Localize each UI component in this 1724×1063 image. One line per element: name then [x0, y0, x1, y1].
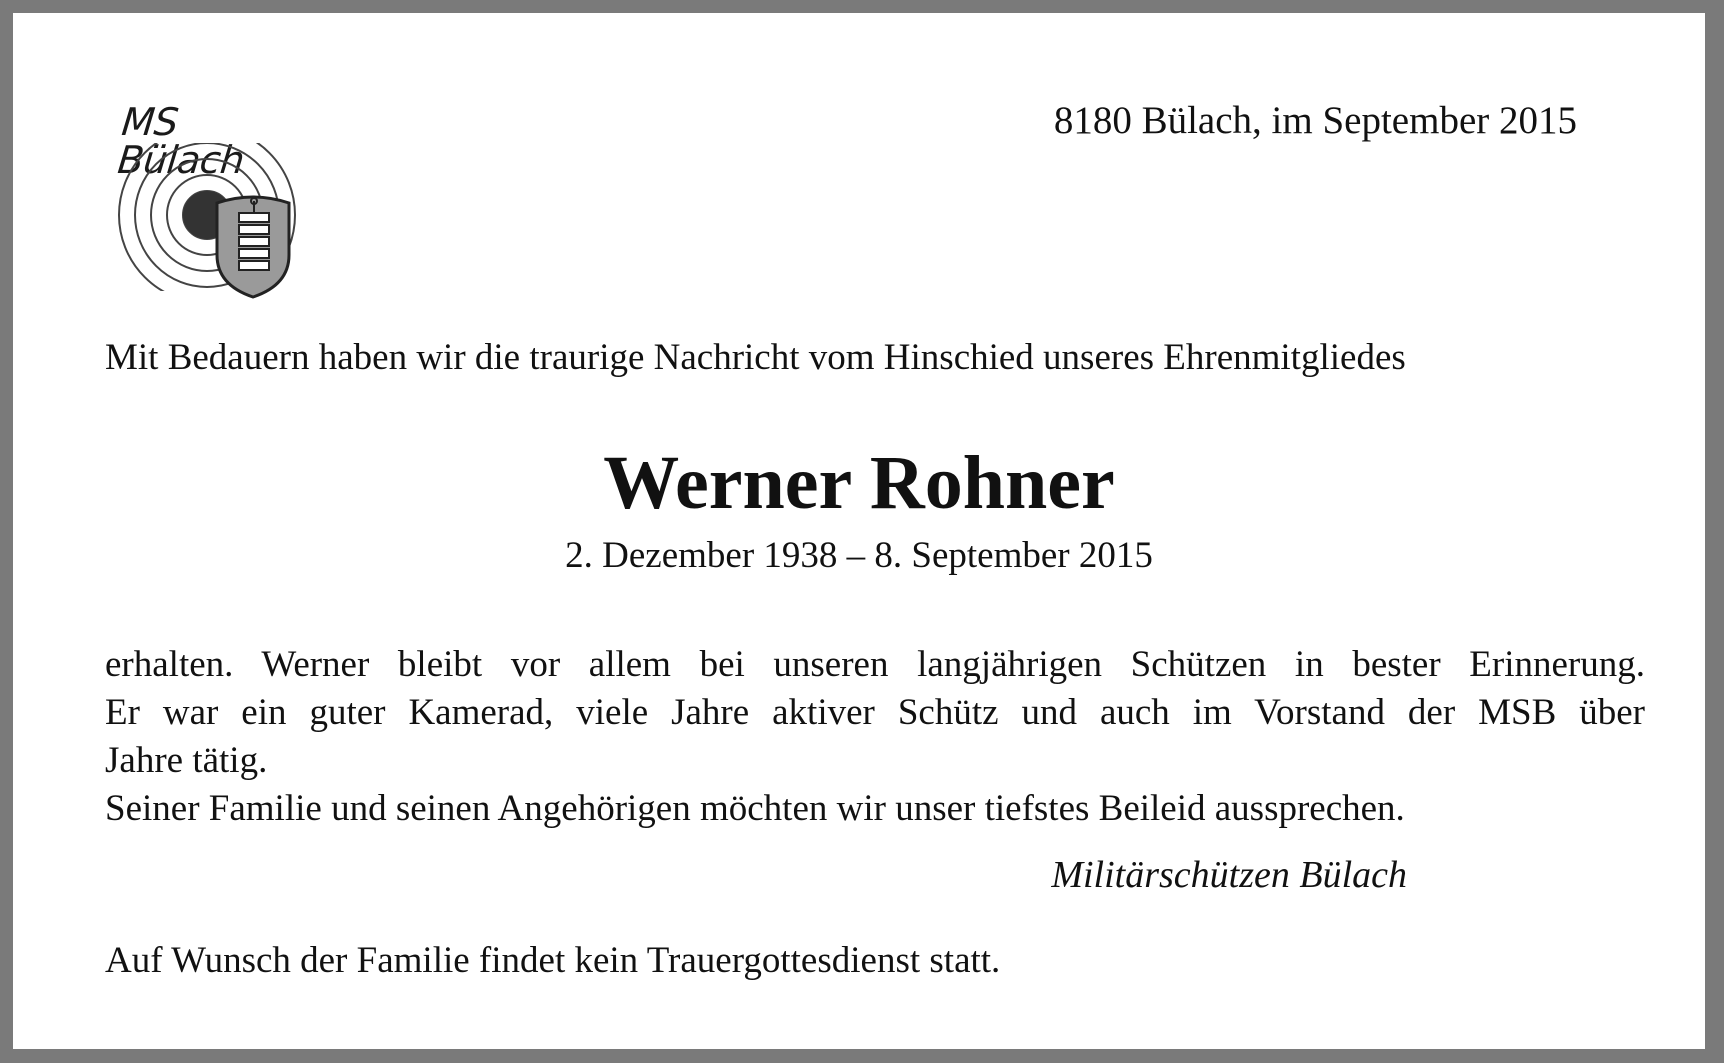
life-dates: 2. Dezember 1938 – 8. September 2015 [565, 535, 1153, 576]
target-with-coat-of-arms-icon [105, 143, 310, 303]
club-logo [105, 100, 310, 298]
body-line-2: Er war ein guter Kamerad, viele Jahre aktiver Schütz und auch im Vorstand der MSB über [105, 692, 1645, 733]
body-line-1: erhalten. Werner bleibt vor allem bei unseren langjährigen Schützen in bester Erinnerung. [105, 644, 1645, 685]
body-line-4: Seiner Familie und seinen Angehörigen möchten wir unser tiefstes Beileid aussprechen. [105, 788, 1405, 829]
body-text [105, 641, 1645, 833]
place-date: 8180 Bülach, im September 2015 [1053, 99, 1577, 142]
logo-text: MS Bülach [115, 100, 247, 182]
intro-text: Mit Bedauern haben wir die traurige Nachricht vom Hinschied unseres Ehrenmitgliedes [105, 337, 1406, 378]
deceased-name: Werner Rohner [603, 441, 1115, 525]
signature: Militärschützen Bülach [1051, 854, 1407, 896]
body-line-3: Jahre tätig. [105, 740, 268, 781]
closing-note: Auf Wunsch der Familie findet kein Trauergottesdienst statt. [105, 940, 1001, 981]
obituary-card [13, 13, 1705, 1049]
